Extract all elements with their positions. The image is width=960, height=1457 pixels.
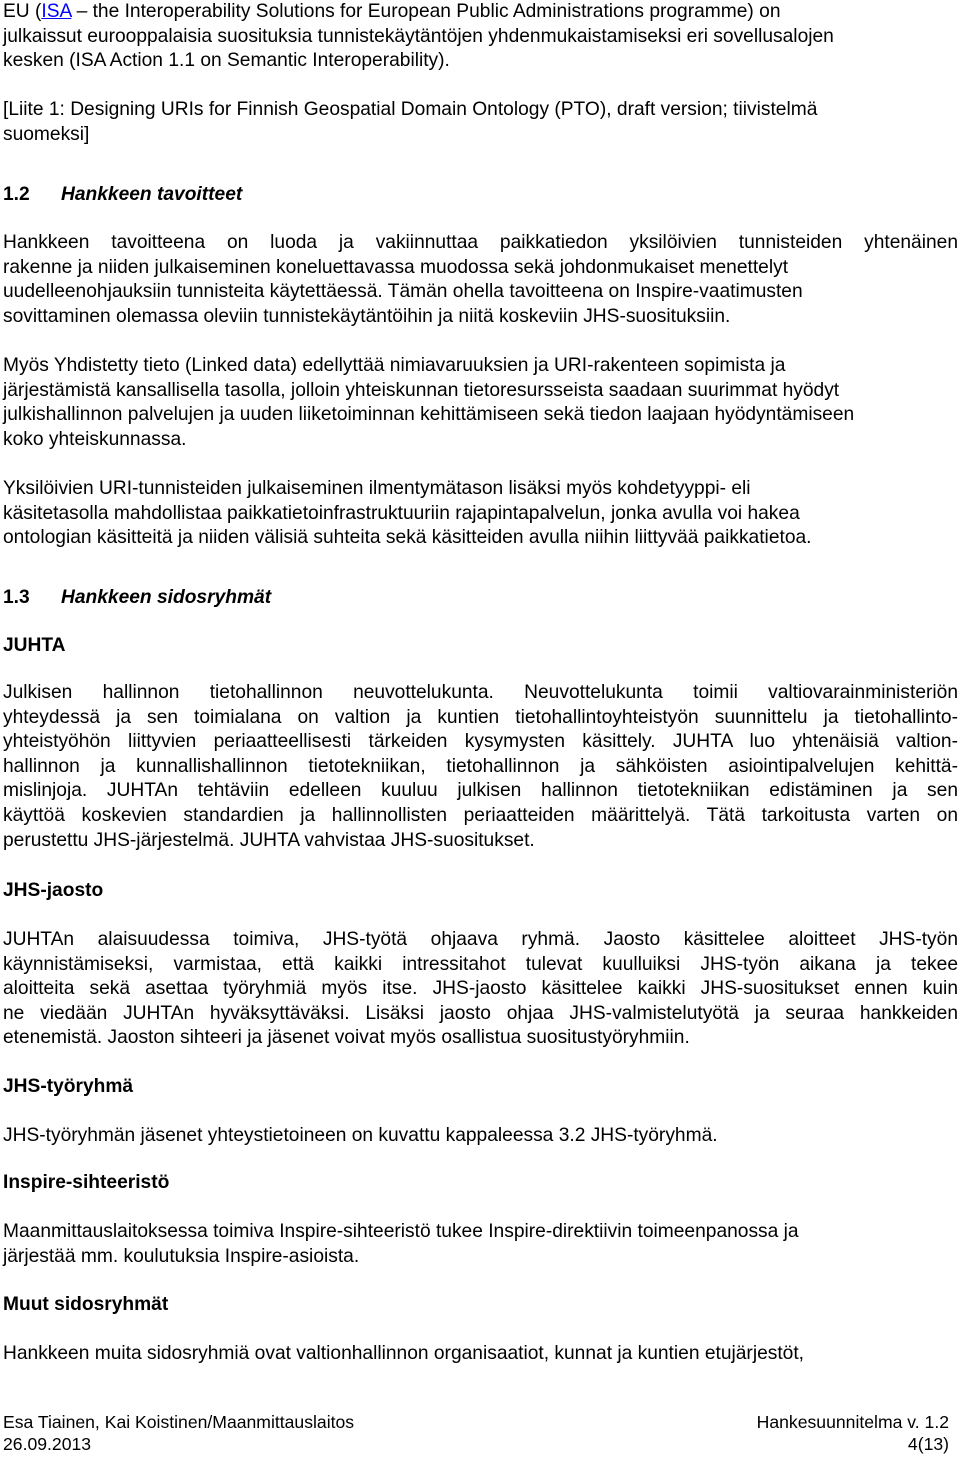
text-line: julkishallinnon palvelujen ja uuden liiketoiminnan kehittämiseen sekä tiedon laajaan hyödyntämiseen bbox=[3, 404, 855, 426]
text-line: Yksilöivien URI-tunnisteiden julkaiseminen ilmentymätason lisäksi myös kohdetyyppi- eli bbox=[3, 478, 751, 499]
text-line: uudelleenohjauksiin tunnisteita käytettäessä. Tämän ohella tavoitteena on Inspire-vaatimusten bbox=[3, 281, 803, 303]
text-line: hallinnon ja kunnallishallinnon tietotekniikan, tietohallinnon ja sähköisten asiointipalvelujen kehittä- bbox=[3, 755, 958, 777]
text-line: JUHTAn alaisuudessa toimiva, JHS-työtä ohjaava ryhmä. Jaosto käsittelee aloitteet JHS-työn bbox=[3, 929, 958, 950]
text-line: Julkisen hallinnon tietohallinnon neuvottelukunta. Neuvottelukunta toimii valtiovarainministeriön bbox=[3, 682, 958, 703]
text-line: perustettu JHS-järjestelmä. JUHTA vahvistaa JHS-suositukset. bbox=[3, 829, 535, 851]
text-line: aloitteita sekä asettaa työryhmiä myös itse. JHS-jaosto käsittelee kaikki JHS-suositukset ennen kuin bbox=[3, 978, 958, 1000]
appendix-note bbox=[3, 98, 958, 147]
text-line: koko yhteiskunnassa. bbox=[3, 428, 187, 450]
intro-paragraph bbox=[3, 0, 958, 74]
intro-line-3: kesken (ISA Action 1.1 on Semantic Interoperability). bbox=[3, 50, 450, 72]
footer-document-title: Hankesuunnitelma v. 1.2 bbox=[756, 1412, 949, 1432]
text-line: Maanmittauslaitoksessa toimiva Inspire-sihteeristö tukee Inspire-direktiivin toimeenpanossa ja bbox=[3, 1221, 799, 1242]
text-line: yhteistyöhön liittyvien periaatteellisesti tärkeiden kysymysten käsittely. JUHTA luo yhtenäisiä valtion- bbox=[3, 731, 958, 753]
footer-page-number: 4(13) bbox=[907, 1434, 949, 1454]
text-line: yhteydessä ja sen toimialana on valtion ja kuntien tietohallintoyhteistyön suunnittelu ja tietohallinto- bbox=[3, 706, 958, 728]
juhta-paragraph bbox=[3, 681, 958, 853]
text-line: Hankkeen tavoitteena on luoda ja vakiinnuttaa paikkatiedon yksilöivien tunnisteiden yhtenäinen bbox=[3, 232, 958, 253]
text-line: järjestää mm. koulutuksia Inspire-asioista. bbox=[3, 1245, 360, 1267]
text-line: JHS-työryhmän jäsenet yhteystietoineen on kuvattu kappaleessa 3.2 JHS-työryhmä. bbox=[3, 1125, 718, 1146]
intro-line-1: EU (ISA – the Interoperability Solutions for European Public Administrations programme) on bbox=[3, 1, 781, 22]
text-line: järjestämistä kansallisella tasolla, jolloin yhteiskunnan tietoresursseista saadaan suurimmat hyödyt bbox=[3, 379, 840, 401]
inspire-heading: Inspire-sihteeristö bbox=[3, 1172, 170, 1193]
text-line: mislinjoja. JUHTAn tehtäviin edelleen kuuluu julkisen hallinnon tietotekniikan edistäminen ja sen bbox=[3, 780, 958, 802]
footer-date: 26.09.2013 bbox=[3, 1434, 92, 1454]
juhta-heading: JUHTA bbox=[3, 635, 66, 656]
inspire-paragraph bbox=[3, 1220, 958, 1269]
text-line: Hankkeen muita sidosryhmiä ovat valtionhallinnon organisaatiot, kunnat ja kuntien etujärjestöt, bbox=[3, 1343, 805, 1364]
text-line: Myös Yhdistetty tieto (Linked data) edellyttää nimiavaruuksien ja URI-rakenteen sopimista ja bbox=[3, 355, 786, 376]
jhs-tyoryhma-paragraph bbox=[3, 1124, 958, 1149]
appendix-line-2: suomeksi] bbox=[3, 123, 90, 145]
isa-link[interactable]: ISA bbox=[41, 1, 72, 22]
section-number: 1.2 bbox=[3, 184, 30, 205]
section-number: 1.3 bbox=[3, 587, 30, 608]
jhs-jaosto-heading: JHS-jaosto bbox=[3, 880, 104, 901]
page-footer bbox=[3, 1411, 949, 1455]
text-line: etenemistä. Jaoston sihteeri ja jäsenet voivat myös osallistua suositustyöryhmiin. bbox=[3, 1027, 690, 1049]
text-line: käyttöä koskevien standardien ja hallinnollisten periaatteiden määrittelyä. Tätä tarkoitusta varten on bbox=[3, 804, 958, 826]
section-title: Hankkeen tavoitteet bbox=[61, 184, 243, 205]
text-line: sovittaminen olemassa oleviin tunnistekäytäntöihin ja niitä koskeviin JHS-suosituksiin. bbox=[3, 305, 731, 327]
text-line: käynnistämiseksi, varmistaa, että kaikki intressitahot tulevat kuulluiksi JHS-työn aikana ja tekee bbox=[3, 953, 958, 975]
other-stakeholders-paragraph bbox=[3, 1342, 958, 1367]
goals-paragraph-3 bbox=[3, 477, 958, 551]
goals-paragraph-1 bbox=[3, 231, 958, 329]
other-stakeholders-heading: Muut sidosryhmät bbox=[3, 1294, 169, 1315]
goals-paragraph-2 bbox=[3, 354, 958, 452]
text-line: rakenne ja niiden julkaiseminen koneluettavassa muodossa sekä johdonmukaiset menettelyt bbox=[3, 256, 789, 278]
section-1-2-heading bbox=[3, 183, 958, 208]
jhs-tyoryhma-heading: JHS-työryhmä bbox=[3, 1076, 134, 1097]
footer-authors: Esa Tiainen, Kai Koistinen/Maanmittauslaitos bbox=[3, 1412, 355, 1432]
jhs-jaosto-paragraph bbox=[3, 928, 958, 1051]
section-1-3-heading bbox=[3, 586, 958, 611]
text-line: ontologian käsitteitä ja niiden välisiä suhteita sekä käsitteiden avulla niihin liittyvää paikkatietoa. bbox=[3, 527, 812, 549]
text-line: käsitetasolla mahdollistaa paikkatietoinfrastruktuuriin rajapintapalvelun, jonka avulla voi hakea bbox=[3, 502, 800, 524]
text-line: ne viedään JUHTAn hyväksyttäväksi. Lisäksi jaosto ohjaa JHS-valmistelutyötä ja seuraa hankkeiden bbox=[3, 1002, 958, 1024]
appendix-line-1: [Liite 1: Designing URIs for Finnish Geospatial Domain Ontology (PTO), draft version; tiivistelmä bbox=[3, 99, 818, 120]
section-title: Hankkeen sidosryhmät bbox=[61, 587, 272, 608]
intro-line-2: julkaissut eurooppalaisia suosituksia tunnistekäytäntöjen yhdenmukaistamiseksi eri sovellusalojen bbox=[3, 25, 834, 47]
